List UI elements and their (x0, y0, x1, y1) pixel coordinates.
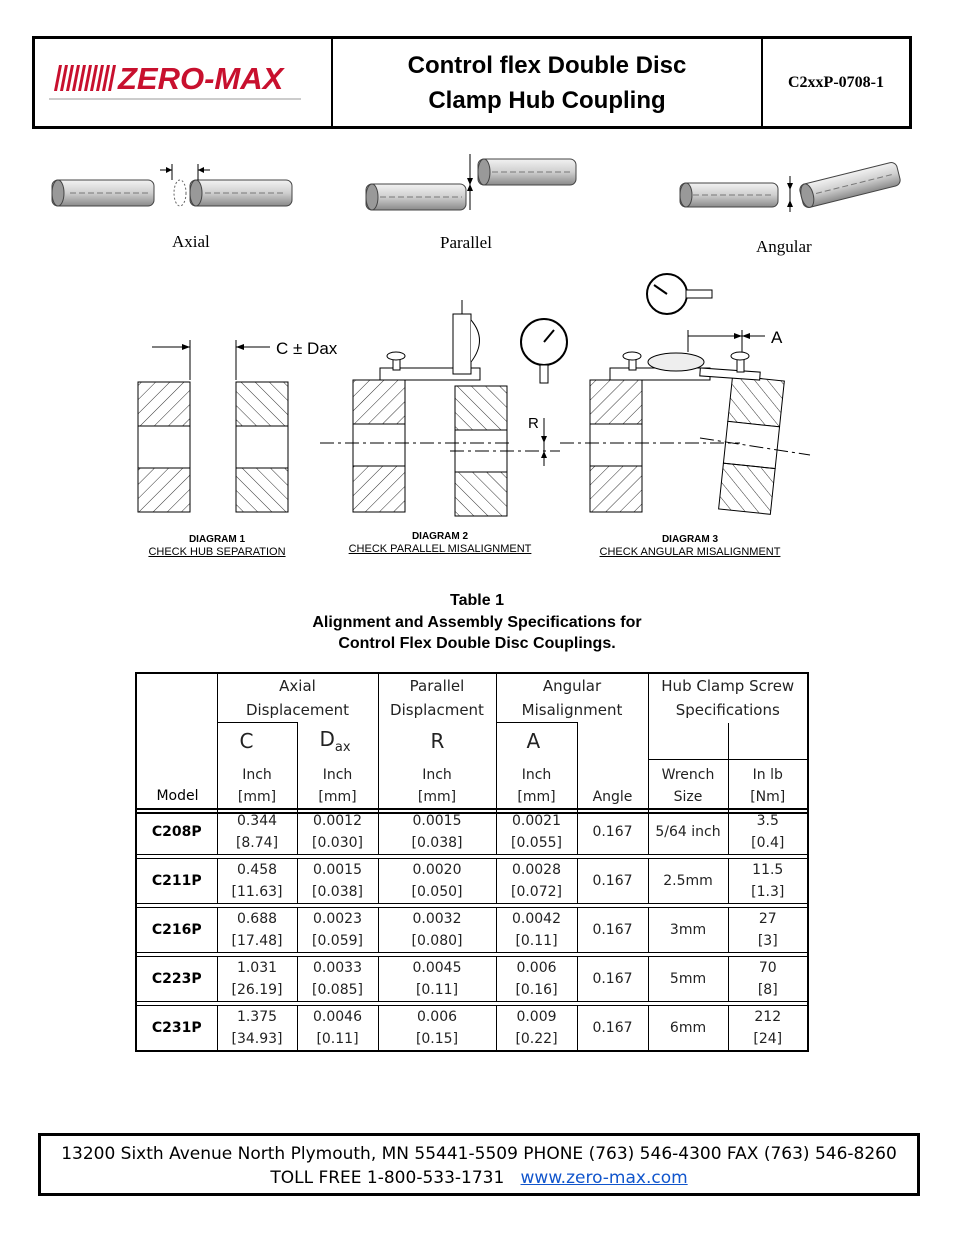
cell-torque: 11.5 [1.3] (728, 859, 808, 904)
diagram-2-title: DIAGRAM 2 (411, 531, 469, 542)
header-screw: Hub Clamp Screw Specifications (648, 673, 808, 723)
symbol-a: A (771, 328, 783, 347)
symbol-dax: $D_{ax}$ (297, 723, 378, 760)
unit-wrench: Wrench Size (648, 759, 728, 813)
diagram-3-caption: CHECK ANGULAR MISALIGNMENT (599, 546, 781, 558)
cell-c: 0.344 [8.74] (217, 809, 297, 855)
symbol-c-dax: C ± Dax (276, 339, 338, 358)
cell-c: 1.031 [26.19] (217, 957, 297, 1002)
doc-title-line1: Control flex Double Disc (407, 51, 687, 79)
cell-model: C223P (136, 957, 217, 1002)
table-caption-line2: Alignment and Assembly Specifications for (312, 613, 642, 631)
cell-angle: 0.167 (577, 859, 648, 904)
title-cell (333, 39, 763, 126)
cell-angle: 0.167 (577, 908, 648, 953)
unit-c: Inch [mm] (217, 759, 297, 813)
table-caption-line1: Table 1 (450, 592, 504, 609)
diagram-3-title: DIAGRAM 3 (661, 534, 719, 545)
table-row (136, 809, 808, 855)
diagram-3-angular-misalignment (560, 274, 810, 514)
cell-dax: 0.0012 [0.030] (297, 809, 378, 855)
cell-r: 0.006 [0.15] (378, 1006, 496, 1052)
diagram-1-hub-separation (138, 339, 338, 512)
doc-title-line2: Clamp Hub Coupling (428, 86, 666, 114)
unit-d: Inch [mm] (297, 759, 378, 813)
diagram-1-caption: CHECK HUB SEPARATION (148, 546, 286, 558)
caption-angular: Angular (756, 237, 812, 256)
caption-axial: Axial (172, 232, 210, 251)
cell-a: 0.009 [0.22] (496, 1006, 577, 1052)
cell-wrench: 6mm (648, 1006, 728, 1052)
cell-r: 0.0045 [0.11] (378, 957, 496, 1002)
symbol-c: C (217, 723, 297, 760)
cell-c: 1.375 [34.93] (217, 1006, 297, 1052)
angular-shafts (680, 161, 901, 212)
logo-text: ZERO-MAX (118, 61, 284, 96)
cell-angle: 0.167 (577, 957, 648, 1002)
cell-dax: 0.0046 [0.11] (297, 1006, 378, 1052)
cell-torque: 70 [8] (728, 957, 808, 1002)
cell-r: 0.0020 [0.050] (378, 859, 496, 904)
cell-wrench: 5mm (648, 957, 728, 1002)
unit-angle: Angle (577, 759, 648, 813)
cell-a: 0.0028 [0.072] (496, 859, 577, 904)
cell-model: C211P (136, 859, 217, 904)
diagram-1-title: DIAGRAM 1 (188, 534, 246, 545)
table-row (136, 859, 808, 904)
unit-a: Inch [mm] (496, 759, 577, 813)
diagram-2-parallel-misalignment (320, 300, 567, 516)
axial-shafts (52, 164, 292, 206)
symbol-r-col: R (378, 723, 496, 760)
alignment-spec-rows (135, 808, 809, 1052)
website-link[interactable]: www.zero-max.com (520, 1168, 688, 1188)
cell-dax: 0.0023 [0.059] (297, 908, 378, 953)
cell-model: C208P (136, 809, 217, 855)
parallel-shafts (366, 154, 576, 210)
diagram-3-label (584, 534, 796, 558)
cell-dax: 0.0033 [0.085] (297, 957, 378, 1002)
cell-a: 0.0021 [0.055] (496, 809, 577, 855)
diagram-2-caption: CHECK PARALLEL MISALIGNMENT (348, 543, 532, 555)
alignment-check-diagrams (0, 270, 954, 540)
cell-c: 0.458 [11.63] (217, 859, 297, 904)
header-axial: Axial Displacement (217, 673, 378, 723)
footer-address: 13200 Sixth Avenue North Plymouth, MN 55441-5509 PHONE (763) 546-4300 FAX (763) 546-8260 (61, 1144, 897, 1164)
footer-line2 (41, 1166, 917, 1190)
logo-cell (35, 39, 333, 126)
table-caption-line3: Control Flex Double Disc Couplings. (338, 635, 616, 652)
unit-torque: In lb [Nm] (728, 759, 808, 813)
caption-parallel: Parallel (440, 233, 492, 252)
table-caption (0, 590, 954, 655)
cell-c: 0.688 [17.48] (217, 908, 297, 953)
zero-max-logo (35, 39, 327, 127)
document-header (32, 36, 912, 129)
cell-wrench: 3mm (648, 908, 728, 953)
doc-code: C2xxP-0708-1 (788, 73, 884, 91)
cell-r: 0.0015 [0.038] (378, 809, 496, 855)
header-model: Model (156, 788, 199, 804)
cell-model: C216P (136, 908, 217, 953)
cell-torque: 3.5 [0.4] (728, 809, 808, 855)
cell-a: 0.006 [0.16] (496, 957, 577, 1002)
footer-tollfree: TOLL FREE 1-800-533-1731 (270, 1168, 505, 1188)
cell-wrench: 2.5mm (648, 859, 728, 904)
table-row (136, 957, 808, 1002)
table-row (136, 908, 808, 953)
diagram-2-label (334, 531, 546, 555)
symbol-r: R (528, 415, 539, 432)
diagram-1-label (132, 534, 302, 558)
cell-torque: 212 [24] (728, 1006, 808, 1052)
unit-r: Inch [mm] (378, 759, 496, 813)
cell-a: 0.0042 [0.11] (496, 908, 577, 953)
table-row (136, 1006, 808, 1052)
header-parallel: Parallel Displacment (378, 673, 496, 723)
cell-torque: 27 [3] (728, 908, 808, 953)
cell-model: C231P (136, 1006, 217, 1052)
contact-footer (38, 1133, 920, 1196)
alignment-spec-table (135, 672, 809, 814)
cell-r: 0.0032 [0.080] (378, 908, 496, 953)
symbol-a-col: A (496, 723, 577, 760)
cell-wrench: 5/64 inch (648, 809, 728, 855)
misalignment-types-illustration (0, 150, 954, 230)
cell-dax: 0.0015 [0.038] (297, 859, 378, 904)
cell-angle: 0.167 (577, 809, 648, 855)
cell-angle: 0.167 (577, 1006, 648, 1052)
header-angular: Angular Misalignment (496, 673, 648, 723)
